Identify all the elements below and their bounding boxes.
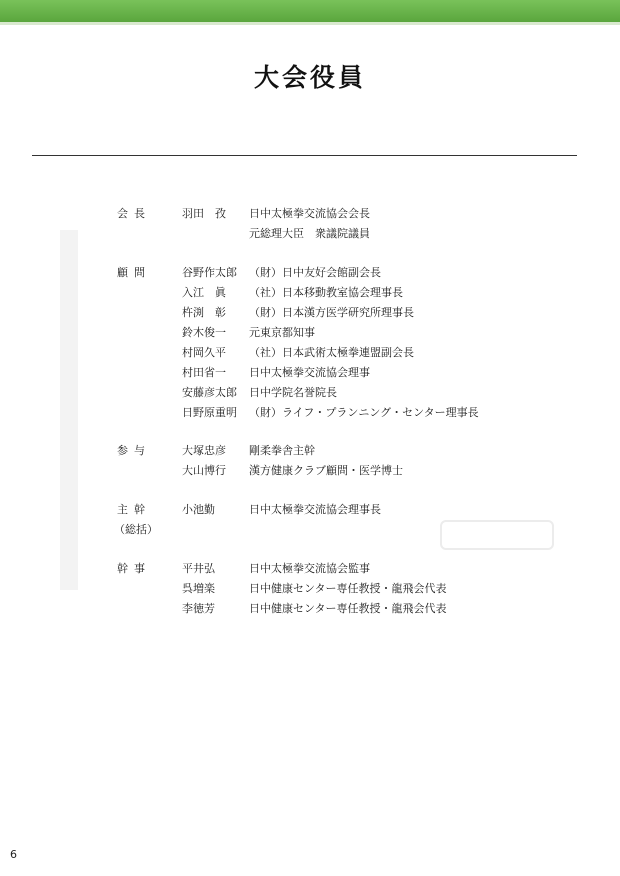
title-rule (32, 155, 577, 156)
top-color-band (0, 0, 620, 22)
member-title: 日中太極拳交流協会監事 (249, 562, 370, 575)
member-name: 李徳芳 (182, 602, 215, 615)
member-row (0, 303, 620, 323)
member-row (0, 363, 620, 383)
member-row (0, 283, 620, 303)
member-row (0, 461, 620, 481)
member-row (0, 599, 620, 619)
member-title: 日中太極拳交流協会会長 (249, 207, 370, 220)
member-name: 小池勤 (182, 503, 215, 516)
role-label: 顧問 (117, 266, 151, 279)
member-row (0, 323, 620, 343)
member-row (0, 383, 620, 403)
top-band-edge (0, 22, 620, 25)
member-row-cont (0, 224, 620, 244)
member-name: 羽田 孜 (182, 207, 226, 220)
member-name: 谷野作太郎 (182, 266, 237, 279)
member-title: 日中健康センター専任教授・龍飛会代表 (249, 602, 447, 615)
member-title: 日中太極拳交流協会理事 (249, 366, 370, 379)
member-title: 日中学院名誉院長 (249, 386, 337, 399)
member-name: 村岡久平 (182, 346, 226, 359)
member-row (0, 559, 620, 579)
member-name: 村田省一 (182, 366, 226, 379)
member-row (0, 441, 620, 461)
member-title: 漢方健康クラブ顧問・医学博士 (249, 464, 403, 477)
member-name: 大山博行 (182, 464, 226, 477)
member-title: （社）日本移動教室協会理事長 (249, 286, 403, 299)
role-sublabel: （総括） (114, 523, 158, 536)
member-title: （財）日中友好会館副会長 (249, 266, 381, 279)
member-row (0, 204, 620, 224)
member-title: （財）日本漢方医学研究所理事長 (249, 306, 414, 319)
role-label: 幹事 (117, 562, 151, 575)
role-label: 会長 (117, 207, 151, 220)
member-name: 杵渕 彰 (182, 306, 226, 319)
member-name: 大塚忠彦 (182, 444, 226, 457)
member-title: 元総理大臣 衆議院議員 (249, 227, 370, 240)
member-row (0, 579, 620, 599)
page-title: 大会役員 (253, 63, 366, 92)
show-through-box (440, 520, 554, 550)
member-title: 日中健康センター専任教授・龍飛会代表 (249, 582, 447, 595)
member-row (0, 403, 620, 423)
member-title: （社）日本武術太極拳連盟副会長 (249, 346, 414, 359)
member-row (0, 343, 620, 363)
member-name: 鈴木俊一 (182, 326, 226, 339)
member-title: （財）ライフ・プランニング・センター理事長 (249, 406, 479, 419)
member-name: 日野原重明 (182, 406, 237, 419)
member-title: 日中太極拳交流協会理事長 (249, 503, 381, 516)
role-label: 主幹 (117, 503, 151, 516)
member-name: 呉増楽 (182, 582, 215, 595)
member-title: 元東京都知事 (249, 326, 315, 339)
member-title: 剛柔拳舎主幹 (249, 444, 315, 457)
member-name: 安藤彦太郎 (182, 386, 237, 399)
member-row (0, 500, 620, 520)
member-name: 平井弘 (182, 562, 215, 575)
page-number: 6 (10, 848, 17, 861)
member-name: 入江 眞 (182, 286, 226, 299)
role-label: 参与 (117, 444, 151, 457)
member-row (0, 263, 620, 283)
